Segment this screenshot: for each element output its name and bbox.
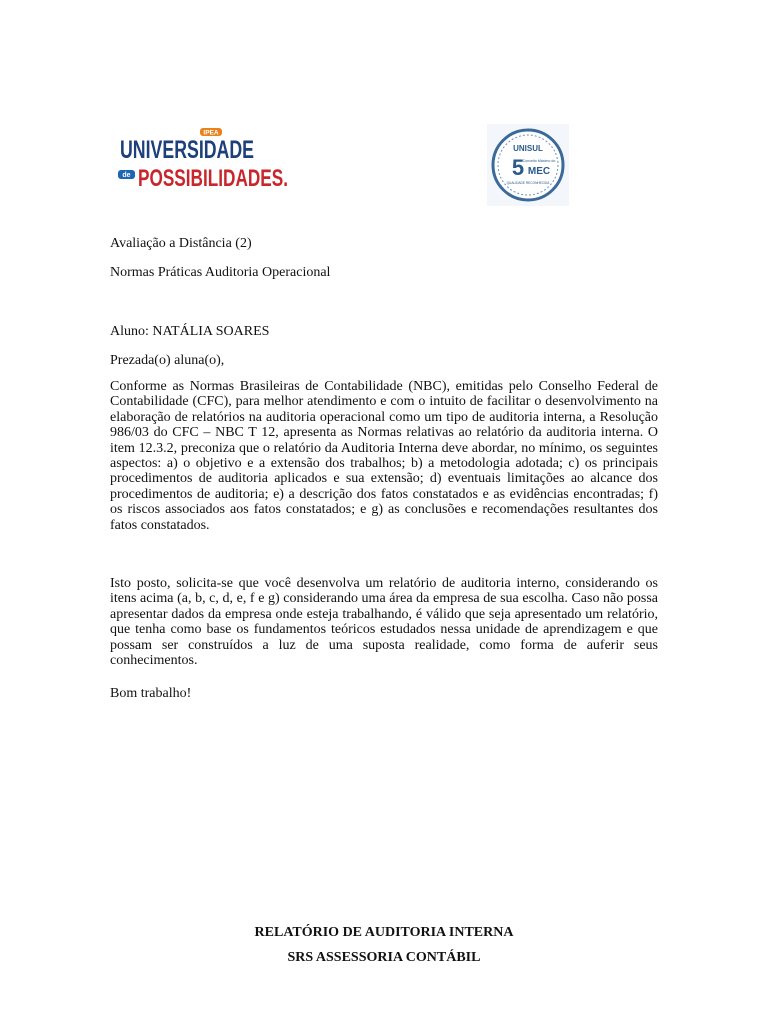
logo-de-text: de	[122, 172, 131, 179]
logo-line2: POSSIBILIDADES.	[138, 165, 288, 192]
instructions-paragraph-2: Isto posto, solicita-se que você desenvolva um relatório de auditoria interno, considerando os itens acima (a, b, c, d, e, f e g) considerando uma área da empresa de sua escolha. Caso não possa apresentar dados da empresa onde esteja trabalhando, é válido que seja apresentado um relatório, que tenha como base os fundamentos teóricos estudados nessa unidade de aprendizagem e que possam ser construídos a luz de uma suposta realidade, como forma de auferir seus conhecimentos.	[110, 576, 658, 669]
universidade-logo	[118, 124, 294, 194]
seal-brand: UNISUL	[513, 144, 543, 153]
seal-ring	[493, 130, 563, 200]
logo-tag-text: IPEA	[203, 129, 219, 137]
course-name: Normas Práticas Auditoria Operacional	[110, 265, 331, 280]
seal-number: 5	[511, 155, 525, 180]
instructions-paragraph-1: Conforme as Normas Brasileiras de Contabilidade (NBC), emitidas pelo Conselho Federal de Contabilidade (CFC), para melhor atendimento e com o intuito de facilitar o desenvolvimento na elaboração de relatórios na auditoria operacional como um tipo de auditoria interna, a Resolução 986/03 do CFC – NBC T 12, apresenta as Normas relativas ao relatório da auditoria interna. O item 12.3.2, preconiza que o relatório da Auditoria Interna deve abordar, no mínimo, os seguintes aspectos: a) o objetivo e a extensão dos trabalhos; b) a metodologia adotada; c) os principais procedimentos de auditoria aplicados e sua extensão; d) eventuais limitações ao alcance dos procedimentos de auditoria; e) a descrição dos fatos constatados e as evidências encontradas; f) os riscos associados aos fatos constatados; e g) as conclusões e recomendações resultantes dos fatos constatados.	[110, 379, 658, 533]
company-name: SRS ASSESSORIA CONTÁBIL	[287, 950, 481, 965]
report-title: RELATÓRIO DE AUDITORIA INTERNA	[254, 925, 514, 940]
seal-small-top: Conceito Máximo do	[522, 159, 556, 163]
closing-text: Bom trabalho!	[110, 686, 192, 701]
logo-line1: UNIVERSIDADE	[120, 136, 254, 164]
student-name: Aluno: NATÁLIA SOARES	[110, 324, 270, 339]
greeting: Prezada(o) aluna(o),	[110, 353, 225, 368]
assessment-title: Avaliação a Distância (2)	[110, 236, 252, 251]
unisul-seal-logo	[487, 124, 569, 206]
seal-mec: MEC	[527, 166, 551, 177]
seal-small-bottom: QUALIDADE RECONHECIDA	[506, 181, 550, 185]
